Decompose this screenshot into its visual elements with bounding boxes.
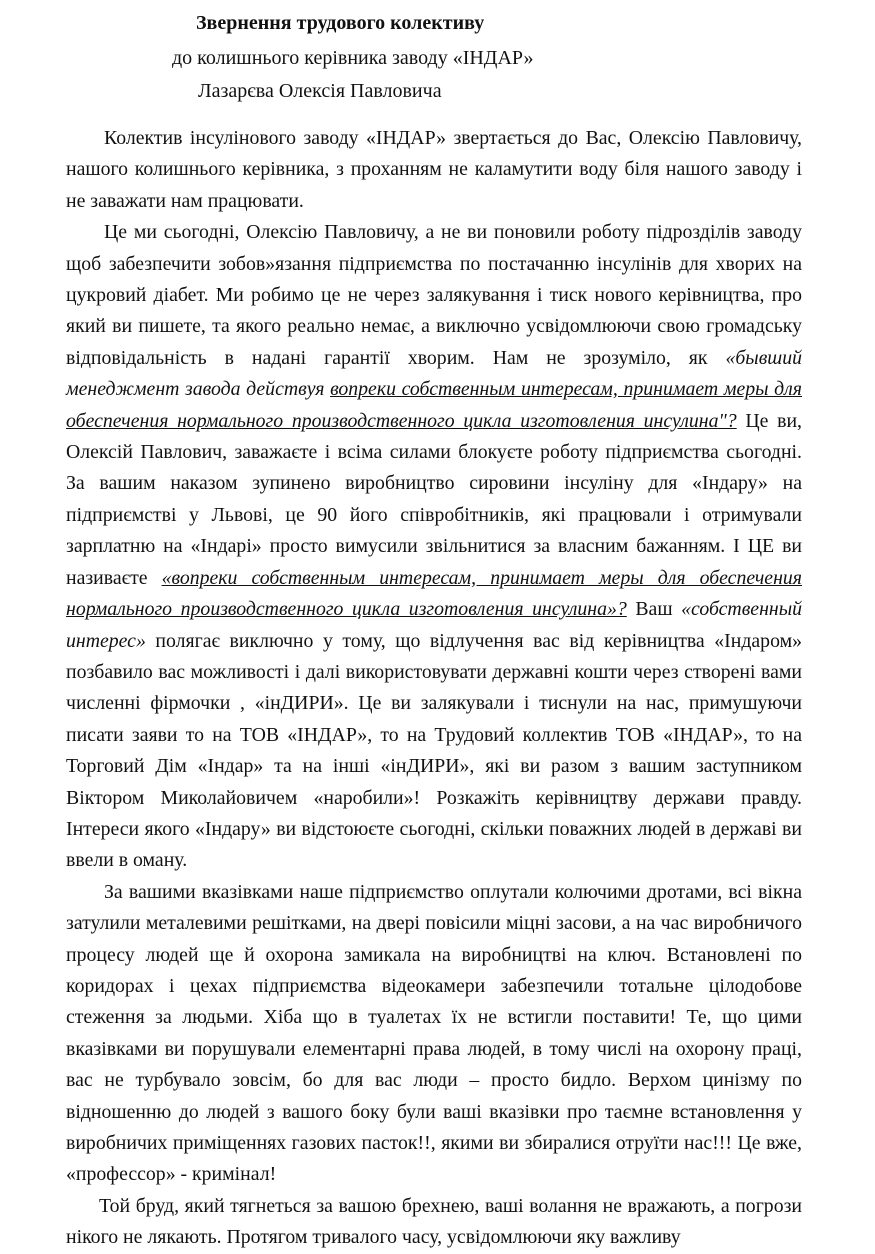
quote-1-plain: «бывший менеджмент завода действуя <box>66 346 802 401</box>
paragraph-2-text-1: Це ми сьогодні, Олексію Павловичу, а не ви поновили роботу підрозділів заводу щоб забезпечити зобов»язання підприємства по постачанню інсулінів для хворих на цукровий діабет. Ми робимо це не через залякування і тиск нового керівництва, про який ви пишете, та якого реально немає, а виключно усвідомлюючи свою громадську відповідальність в надані гарантії хворим. Нам не зрозуміло, як <box>66 221 802 369</box>
paragraph-2-text-4: полягає виключно у тому, що відлучення вас від керівництва «Індаром» позбавило вас можливості і далі використовувати державні кошти через створені вами численні фірмочки , «інДИРИ». Це ви залякували і тиснули на нас, примушуючи писати заяви то на ТОВ «ІНДАР», то на Трудовий коллектив ТОВ «ІНДАР», то на Торговий Дім «Індар» та на інші «інДИРИ», які ви разом з вашим заступником Віктором Миколайовичем «наробили»! Розкажіть керівництву держави правду. Інтереси якого «Індару» ви відстоюєте сьогодні, скільки поважних людей в державі ви ввели в оману. <box>66 629 802 872</box>
document-body <box>66 123 802 1254</box>
paragraph-2-text-3: Ваш <box>626 598 682 621</box>
paragraph-4: Той бруд, який тягнеться за вашою брехнею, ваші волання не вражають, а погрози нікого не лякають. Протягом тривалого часу, усвідомлюючи яку важливу <box>66 1194 802 1249</box>
quote-1-underlined: вопреки собственным интересам, принимает меры для обеспечения нормального производственного цикла изготовления инсулина"? <box>66 378 803 432</box>
document-subtitle-recipient: до колишнього керівника заводу «ІНДАР» <box>172 47 534 69</box>
paragraph-2-text-2: Це ви, Олексій Павлович, заважаєте і всіма силами блокуєте роботу підприємства сьогодні. За вашим наказом зупинено виробництво сировини інсуліну для «Індару» на підприємстві у Львові, це 90 його співробітників, які працювали і отримували зарплатню на «Індарі» просто вимусили звільнитися за власним бажанням. І ЦЕ ви називаєте <box>66 409 802 589</box>
quote-3: «собственный интерес» <box>66 598 802 652</box>
document-title: Звернення трудового колективу <box>196 12 485 34</box>
paragraph-3: За вашими вказівками наше підприємство оплутали колючими дротами, всі вікна затулили металевими решітками, на двері повісили міцні засови, а на час виробничого процесу людей ще й охорона замикала на виробництві на ключ. Встановлені по коридорах і цехах підприємства відеокамери забезпечили тотальне цілодобове стеження за людьми. Хіба що в туалетах їх не встигли поставити! Те, що цими вказівками ви порушували елементарні права людей, в тому числі на охорону праці, вас не турбувало зовсім, бо для вас люди – просто бидло. Верхом цинізму по відношенню до людей з вашого боку були ваші вказівки про таємне встановлення у виробничих приміщеннях газових пасток!!, якими ви збиралися отруїти нас!!! Це вже, «профессор» - кримінал! <box>66 880 802 1186</box>
quote-2: «вопреки собственным интересам, принимает меры для обеспечения нормального производственного цикла изготовления инсулина»? <box>66 566 802 621</box>
paragraph-1: Колектив інсулінового заводу «ІНДАР» звертається до Вас, Олексію Павловичу, нашого колишнього керівника, з проханням не каламутити воду біля нашого заводу і не заважати нам працювати. <box>66 127 802 212</box>
paragraph-2 <box>66 217 802 877</box>
document-subtitle-name: Лазарєва Олексія Павловича <box>198 80 442 102</box>
